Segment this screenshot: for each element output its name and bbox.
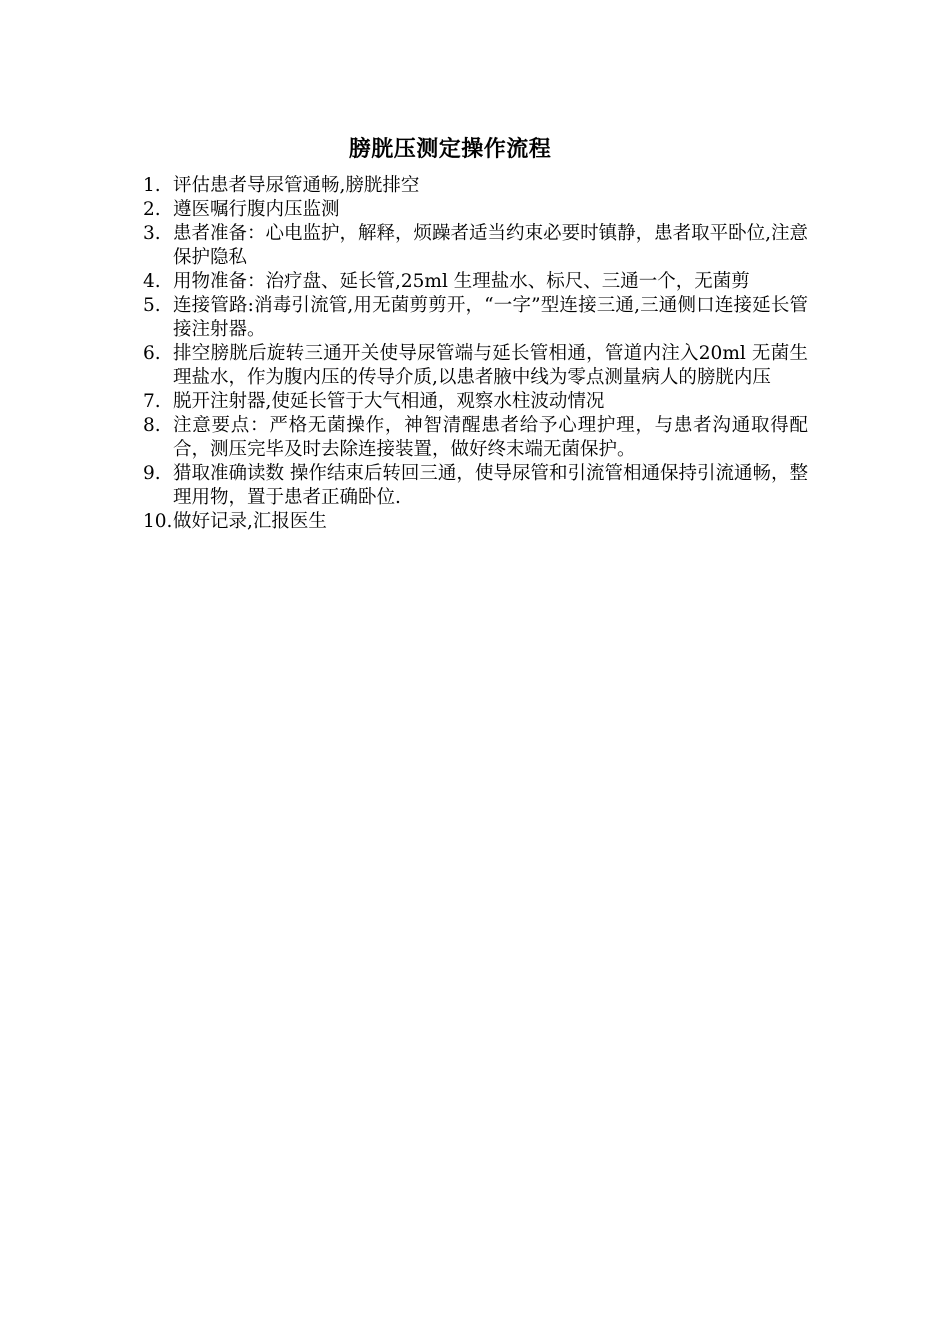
list-item [143, 294, 808, 342]
step-number: 4. [143, 271, 161, 292]
step-number: 5. [143, 295, 161, 316]
step-number: 2. [143, 199, 161, 220]
step-text: 遵医嘱行腹内压监测 [173, 199, 340, 220]
list-item [143, 510, 808, 534]
step-text: 猎取准确读数 操作结束后转回三通，使导尿管和引流管相通保持引流通畅，整理用物，置于患者正确卧位. [173, 463, 808, 508]
step-text: 做好记录,汇报医生 [173, 511, 327, 532]
step-text: 注意要点：严格无菌操作，神智清醒患者给予心理护理，与患者沟通取得配合，测压完毕及时去除连接装置，做好终末端无菌保护。 [173, 415, 808, 460]
step-text: 连接管路:消毒引流管,用无菌剪剪开，“一字”型连接三通,三通侧口连接延长管接注射器。 [173, 295, 808, 340]
step-text: 评估患者导尿管通畅,膀胱排空 [173, 175, 420, 196]
step-number: 6. [143, 343, 161, 364]
step-number: 3. [143, 223, 161, 244]
list-item [143, 270, 808, 294]
list-item [143, 174, 808, 198]
list-item [143, 414, 808, 462]
step-number: 10. [143, 511, 173, 532]
step-number: 9. [143, 463, 161, 484]
step-text: 脱开注射器,使延长管于大气相通，观察水柱波动情况 [173, 391, 605, 412]
document-title: 膀胱压测定操作流程 [348, 136, 552, 162]
step-number: 1. [143, 175, 161, 196]
list-item [143, 462, 808, 510]
step-text: 排空膀胱后旋转三通开关使导尿管端与延长管相通，管道内注入20ml 无菌生理盐水，作为腹内压的传导介质,以患者腋中线为零点测量病人的膀胱内压 [173, 343, 808, 388]
step-number: 8. [143, 415, 161, 436]
list-item [143, 342, 808, 390]
step-number: 7. [143, 391, 161, 412]
list-item [143, 198, 808, 222]
list-item [143, 222, 808, 270]
step-text: 患者准备：心电监护，解释，烦躁者适当约束必要时镇静，患者取平卧位,注意保护隐私 [173, 223, 808, 268]
step-text: 用物准备：治疗盘、延长管,25ml 生理盐水、标尺、三通一个，无菌剪 [173, 271, 750, 292]
procedure-steps-list [143, 174, 808, 534]
list-item [143, 390, 808, 414]
